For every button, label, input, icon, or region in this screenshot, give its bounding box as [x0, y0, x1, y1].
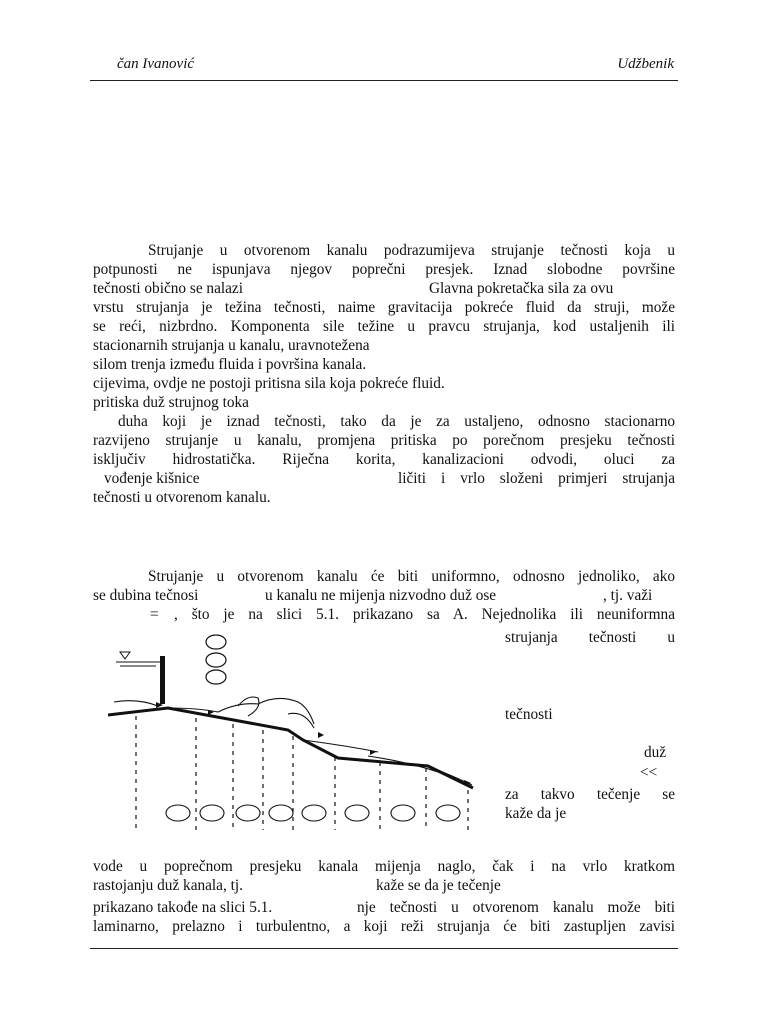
paragraph1-line: silom trenja između fluida i površina kanala.: [93, 356, 367, 373]
paragraph1-fragment: ličiti i vrlo složeni primjeri strujanja: [398, 470, 675, 487]
side-text: strujanja tečnosti u: [505, 629, 675, 646]
paragraph1-line: razvijeno strujanje u kanalu, promjena pritiska po porečnom presjeku tečnosti: [93, 432, 675, 449]
paragraph2-line: Strujanje u otvorenom kanalu će biti uniformno, odnosno jednoliko, ako: [148, 568, 675, 585]
paragraph3-fragment: prikazano takođe na slici 5.1.: [93, 899, 273, 916]
paragraph1-line: Strujanje u otvorenom kanalu podrazumijeva strujanje tečnosti koja u: [148, 242, 675, 259]
paragraph3-fragment: kaže se da je tečenje: [376, 877, 501, 894]
paragraph1-line: pritiska duž strujnog toka: [93, 394, 249, 411]
paragraph3-fragment: nje tečnosti u otvorenom kanalu može biti: [357, 899, 675, 916]
paragraph2-fragment: u kanalu ne mijenja nizvodno duž ose: [265, 587, 497, 604]
paragraph1-line: [93, 279, 675, 298]
paragraph2-fragment: se dubina tečnosi: [93, 587, 199, 604]
paragraph1-line: tečnosti u otvorenom kanalu.: [93, 489, 271, 506]
side-text: kaže da je: [505, 805, 567, 822]
paragraph3-line: [93, 898, 675, 917]
channel-bed: [108, 708, 473, 788]
paragraph1-line: vrstu strujanja je težina tečnosti, naime gravitacija pokreće fluid da struji, može: [93, 299, 675, 316]
side-text: <<: [640, 764, 658, 781]
paragraph2-fragment: =: [150, 606, 159, 623]
header-author: čan Ivanović: [117, 56, 195, 72]
side-text: tečnosti: [505, 706, 553, 723]
figure-circle: [206, 670, 226, 684]
open-channel-figure: [108, 632, 488, 834]
paragraph2-fragment: , što je na slici 5.1. prikazano sa A. Nejednolika ili neuniformna: [174, 606, 675, 623]
flow-line: [114, 701, 158, 706]
paragraph1-fragment: Glavna pokretačka sila za ovu: [429, 280, 614, 297]
water-level-marker: [120, 652, 130, 659]
paragraph3-line: laminarno, prelazno i turbulentno, a koji reži strujanja će biti zastupljen zavisi: [93, 918, 675, 935]
paragraph1-line: potpunosti ne ispunjava njegov poprečni presjek. Iznad slobodne površine: [93, 261, 675, 278]
paragraph1-line: isključiv hidrostatička. Riječna korita, kanalizacioni odvodi, oluci za: [93, 451, 675, 468]
paragraph1-line: cijevima, ovdje ne postoji pritisna sila koja pokreće fluid.: [93, 375, 445, 392]
header-title: Udžbenik: [617, 56, 674, 72]
paragraph3-fragment: rastojanju duž kanala, tj.: [93, 877, 243, 894]
paragraph1-line: duha koji je iznad tečnosti, tako da je za ustaljeno, odnosno stacionarno: [118, 413, 675, 430]
paragraph1-fragment: tečnosti obično se nalazi: [93, 280, 243, 297]
paragraph3-line: vode u poprečnom presjeku kanala mijenja naglo, čak i na vrlo kratkom: [93, 858, 675, 875]
side-text: duž: [644, 744, 667, 761]
figure-circle: [206, 635, 226, 649]
hydraulic-jump: [238, 697, 259, 716]
sluice-gate: [160, 656, 165, 704]
section-labels: [166, 805, 460, 821]
paragraph1-line: stacionarnih strujanja u kanalu, uravnotežena: [93, 337, 370, 354]
paragraph2-line: [93, 586, 675, 605]
header-rule: [90, 80, 678, 81]
side-text: za takvo tečenje se: [505, 786, 675, 803]
footer-rule: [90, 948, 678, 949]
paragraph1-fragment: vođenje kišnice: [104, 470, 200, 487]
paragraph2-fragment: , tj. važi: [603, 587, 653, 604]
paragraph1-line: [93, 469, 675, 488]
paragraph3-line: [93, 876, 675, 895]
paragraph1-line: se reći, nizbrdno. Komponenta sile težine u pravcu strujanja, kod ustaljenih ili: [93, 318, 675, 335]
figure-circle: [206, 653, 226, 667]
paragraph2-line: [93, 605, 675, 624]
